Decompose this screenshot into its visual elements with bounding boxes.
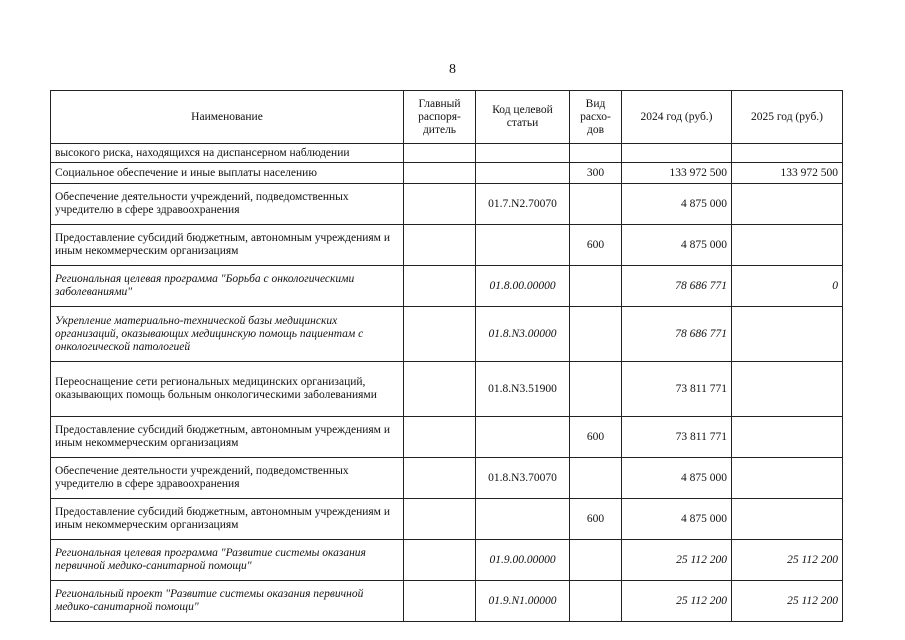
row-type: 600 xyxy=(570,499,622,540)
row-admin xyxy=(404,362,476,417)
row-2025 xyxy=(732,307,843,362)
row-2025 xyxy=(732,417,843,458)
table-row xyxy=(51,458,843,499)
row-2024: 25 112 200 xyxy=(622,540,732,581)
row-2025 xyxy=(732,144,843,163)
table-row xyxy=(51,225,843,266)
table-row xyxy=(51,163,843,184)
row-2024: 73 811 771 xyxy=(622,417,732,458)
header-name: Наименование xyxy=(51,91,404,144)
row-code: 01.7.N2.70070 xyxy=(476,184,570,225)
row-2024: 4 875 000 xyxy=(622,184,732,225)
row-2024: 78 686 771 xyxy=(622,307,732,362)
row-admin xyxy=(404,163,476,184)
row-admin xyxy=(404,499,476,540)
header-row xyxy=(51,91,843,144)
row-type xyxy=(570,581,622,622)
row-code xyxy=(476,163,570,184)
header-type: Вид расхо-дов xyxy=(570,91,622,144)
row-name: Региональная целевая программа "Развитие системы оказания первичной медико-санитарной помощи" xyxy=(51,540,404,581)
row-type: 600 xyxy=(570,225,622,266)
row-admin xyxy=(404,184,476,225)
budget-table xyxy=(50,90,843,622)
row-admin xyxy=(404,417,476,458)
row-2024: 4 875 000 xyxy=(622,499,732,540)
row-code: 01.8.N3.00000 xyxy=(476,307,570,362)
row-2024: 73 811 771 xyxy=(622,362,732,417)
row-2025 xyxy=(732,362,843,417)
row-code xyxy=(476,499,570,540)
header-2024: 2024 год (руб.) xyxy=(622,91,732,144)
row-2025: 0 xyxy=(732,266,843,307)
table-row xyxy=(51,581,843,622)
row-2024: 4 875 000 xyxy=(622,458,732,499)
table-row xyxy=(51,362,843,417)
row-type xyxy=(570,458,622,499)
row-2025 xyxy=(732,225,843,266)
row-admin xyxy=(404,266,476,307)
row-admin xyxy=(404,307,476,362)
table-row xyxy=(51,144,843,163)
row-name: Региональная целевая программа "Борьба с онкологическими заболеваниями" xyxy=(51,266,404,307)
row-admin xyxy=(404,581,476,622)
table-row xyxy=(51,184,843,225)
table-row xyxy=(51,307,843,362)
table-row xyxy=(51,540,843,581)
header-code: Код целевой статьи xyxy=(476,91,570,144)
table-row xyxy=(51,417,843,458)
row-2025 xyxy=(732,499,843,540)
row-type xyxy=(570,184,622,225)
row-type xyxy=(570,362,622,417)
row-admin xyxy=(404,144,476,163)
row-name: Социальное обеспечение и иные выплаты населению xyxy=(51,163,404,184)
row-2024: 133 972 500 xyxy=(622,163,732,184)
header-2025: 2025 год (руб.) xyxy=(732,91,843,144)
row-type xyxy=(570,144,622,163)
row-code: 01.9.00.00000 xyxy=(476,540,570,581)
row-admin xyxy=(404,458,476,499)
row-code xyxy=(476,144,570,163)
row-2024 xyxy=(622,144,732,163)
row-name: Предоставление субсидий бюджетным, автономным учреждениям и иным некоммерческим организациям xyxy=(51,225,404,266)
row-code xyxy=(476,225,570,266)
row-2025 xyxy=(732,184,843,225)
row-name: высокого риска, находящихся на диспансерном наблюдении xyxy=(51,144,404,163)
table-row xyxy=(51,499,843,540)
row-2024: 25 112 200 xyxy=(622,581,732,622)
row-2024: 4 875 000 xyxy=(622,225,732,266)
row-name: Укрепление материально-технической базы медицинских организаций, оказывающих медицинскую помощь пациентам с онкологической патологией xyxy=(51,307,404,362)
row-admin xyxy=(404,225,476,266)
row-code: 01.8.00.00000 xyxy=(476,266,570,307)
row-type xyxy=(570,266,622,307)
row-2024: 78 686 771 xyxy=(622,266,732,307)
row-name: Обеспечение деятельности учреждений, подведомственных учредителю в сфере здравоохранения xyxy=(51,458,404,499)
row-2025: 133 972 500 xyxy=(732,163,843,184)
row-name: Переоснащение сети региональных медицинских организаций, оказывающих помощь больным онкологическими заболеваниями xyxy=(51,362,404,417)
row-type xyxy=(570,307,622,362)
row-name: Предоставление субсидий бюджетным, автономным учреждениям и иным некоммерческим организациям xyxy=(51,499,404,540)
row-type: 600 xyxy=(570,417,622,458)
row-code xyxy=(476,417,570,458)
row-2025 xyxy=(732,458,843,499)
row-name: Региональный проект "Развитие системы оказания первичной медико-санитарной помощи" xyxy=(51,581,404,622)
row-code: 01.9.N1.00000 xyxy=(476,581,570,622)
header-admin: Главный распоря-дитель xyxy=(404,91,476,144)
row-type xyxy=(570,540,622,581)
row-admin xyxy=(404,540,476,581)
page-number: 8 xyxy=(449,62,456,77)
row-name: Обеспечение деятельности учреждений, подведомственных учредителю в сфере здравоохранения xyxy=(51,184,404,225)
row-2025: 25 112 200 xyxy=(732,581,843,622)
row-code: 01.8.N3.70070 xyxy=(476,458,570,499)
row-2025: 25 112 200 xyxy=(732,540,843,581)
row-type: 300 xyxy=(570,163,622,184)
table-row xyxy=(51,266,843,307)
row-name: Предоставление субсидий бюджетным, автономным учреждениям и иным некоммерческим организациям xyxy=(51,417,404,458)
row-code: 01.8.N3.51900 xyxy=(476,362,570,417)
